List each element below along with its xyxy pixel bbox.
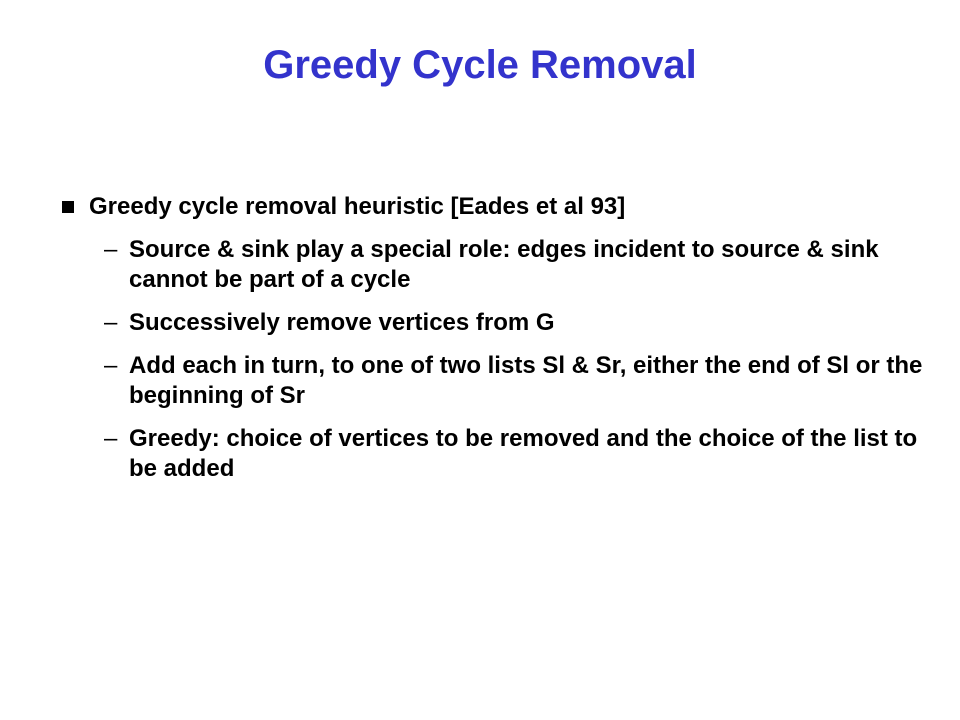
sub-bullet-item bbox=[60, 235, 930, 295]
dash-marker: – bbox=[104, 309, 118, 336]
bullet-text: Greedy cycle removal heuristic [Eades et al 93] bbox=[89, 193, 626, 220]
sub-bullet-text: Greedy: choice of vertices to be removed and the choice of the list to be added bbox=[129, 425, 918, 482]
slide-content bbox=[60, 192, 930, 497]
sub-bullet-text: Source & sink play a special role: edges incident to source & sink cannot be part of a cycle bbox=[129, 236, 879, 293]
sub-bullet-item bbox=[60, 351, 930, 411]
square-bullet-icon bbox=[62, 201, 74, 213]
sub-bullet-text: Add each in turn, to one of two lists Sl & Sr, either the end of Sl or the beginning of Sr bbox=[129, 352, 923, 409]
sub-bullet-item bbox=[60, 308, 930, 338]
bullet-item bbox=[60, 192, 930, 222]
sub-bullet-item bbox=[60, 424, 930, 484]
dash-marker: – bbox=[104, 236, 118, 263]
sub-bullet-text: Successively remove vertices from G bbox=[129, 309, 555, 336]
dash-marker: – bbox=[104, 352, 118, 379]
slide-title: Greedy Cycle Removal bbox=[263, 43, 697, 87]
dash-marker: – bbox=[104, 425, 118, 452]
